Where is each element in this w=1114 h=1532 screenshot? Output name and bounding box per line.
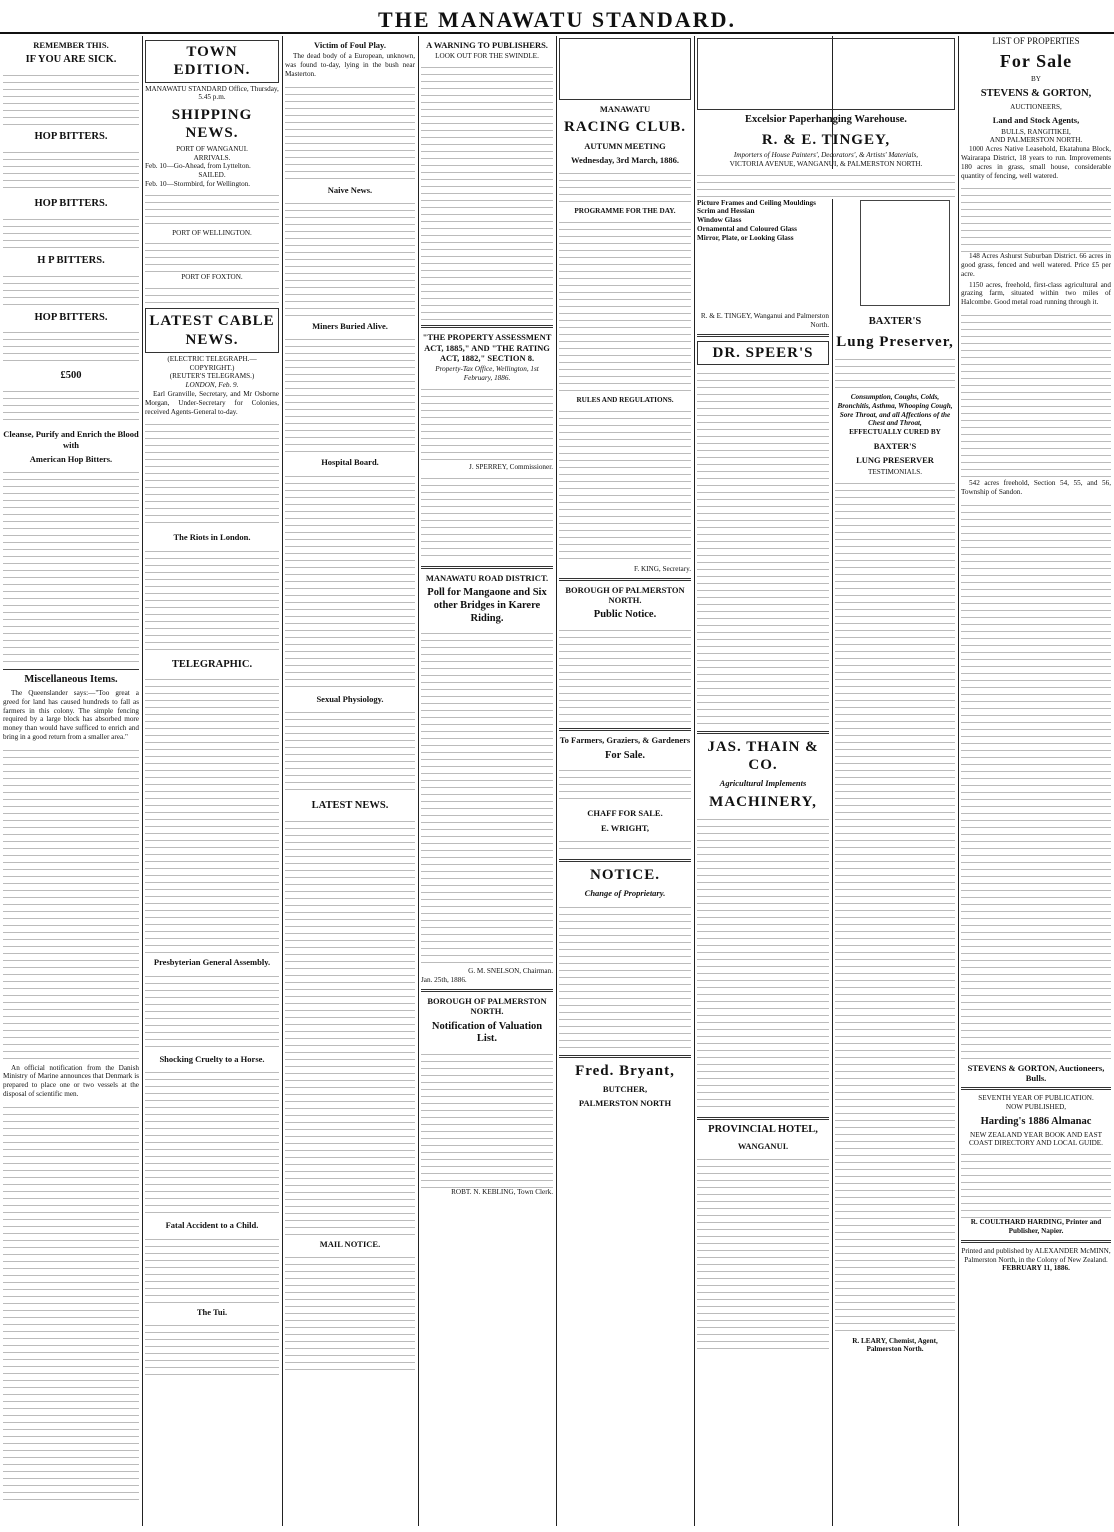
- article-body: [285, 815, 415, 1235]
- signature: G. M. SNELSON, Chairman.: [468, 967, 553, 976]
- column-5: [559, 36, 691, 1526]
- ad-heading: HOP BITTERS.: [34, 197, 108, 209]
- notice-date: Property-Tax Office, Wellington, 1st February, 1886.: [435, 365, 539, 382]
- ad-list: Consumption, Coughs, Colds, Bronchitis, Asthma, Whooping Cough, Sore Throat, and all Affections of the Chest and Throat,: [837, 393, 953, 428]
- signature: STEVENS & GORTON, Auctioneers, Bulls.: [967, 1062, 1105, 1083]
- ad-place: WANGANUI.: [737, 1140, 789, 1151]
- meeting-title: AUTUMN MEETING: [584, 140, 666, 151]
- office-line: MANAWATU STANDARD Office, Thursday, 5.45 p.m.: [145, 84, 279, 102]
- ad-trade: BUTCHER,: [602, 1084, 648, 1095]
- divider: [697, 334, 829, 337]
- article-body: [285, 1251, 415, 1371]
- ad-heading: NOW PUBLISHED,: [1005, 1103, 1067, 1112]
- ad-title: Harding's 1886 Almanac: [980, 1115, 1092, 1127]
- article-heading: Miners Buried Alive.: [312, 321, 388, 332]
- warehouse-emblem: [697, 38, 955, 110]
- arrivals-label: ARRIVALS.: [193, 153, 231, 162]
- article-paragraph: An official notification from the Danish Ministry of Marine announces that Denmark is prepared to place one or two vessels at the disposal of scientific men.: [3, 1063, 139, 1099]
- article-body: [145, 237, 279, 273]
- ad-tagline: Cleanse, Purify and Enrich the Blood with: [3, 429, 139, 450]
- arrival-item: Feb. 10—Go-Ahead, from Lyttelton.: [145, 162, 251, 171]
- ad-item: Picture Frames and Ceiling Mouldings: [697, 198, 816, 207]
- notice-heading: "THE PROPERTY ASSESSMENT ACT, 1885," AND "THE RATING ACT, 1882," SECTION 8.: [422, 332, 552, 363]
- property-listing: 1150 acres, freehold, first-class agricultural and grazing farm, situated within two miles of Halcombe. Good metal road running through it.: [961, 280, 1111, 307]
- ad-name: JAS. THAIN & CO.: [707, 738, 819, 774]
- ad-body: [835, 353, 955, 393]
- ad-body: [697, 1153, 829, 1353]
- column-1: [3, 36, 139, 1526]
- article-body: [145, 673, 279, 953]
- notice-heading: BOROUGH OF PALMERSTON NORTH.: [427, 995, 547, 1017]
- ad-name: BAXTER'S: [868, 316, 922, 327]
- notice-body: [559, 624, 691, 724]
- sailed-label: SAILED.: [198, 171, 226, 180]
- imprint: Printed and published by ALEXANDER McMINN, Palmerston North, in the Colony of New Zealand.: [961, 1246, 1111, 1264]
- article-body: [285, 197, 415, 317]
- rules-heading: RULES AND REGULATIONS.: [576, 396, 674, 405]
- ad-body: [961, 1148, 1111, 1218]
- article-paragraph: The Queenslander says:—"Too great a greed for land has caused hundreds to fall as farmers in this colony. The simple fencing required by a large block has absorbed more money than would have sufficed to enrich and bring in a good return from a smaller area.": [3, 689, 139, 741]
- ad-name: BAXTER'S: [873, 441, 917, 451]
- article-heading: Fatal Accident to a Child.: [165, 1220, 259, 1231]
- notice-date: Jan. 25th, 1886.: [421, 976, 467, 985]
- ad-trade: Land and Stock Agents,: [992, 115, 1080, 126]
- divider: [559, 728, 691, 731]
- article-heading: TELEGRAPHIC.: [171, 658, 253, 670]
- column-3: [285, 36, 415, 1526]
- club-name: MANAWATU: [599, 104, 651, 114]
- ad-body: [559, 764, 691, 804]
- ad-name: PROVINCIAL HOTEL,: [708, 1124, 818, 1136]
- ad-name: E. WRIGHT,: [600, 822, 650, 833]
- column-2: [145, 36, 279, 1526]
- reuter-label: (REUTER'S TELEGRAMS.): [169, 372, 255, 381]
- ad-tagline: American Hop Bitters.: [29, 453, 113, 464]
- ad-tagline: EFFECTUALLY CURED BY: [849, 428, 941, 437]
- article-body: [421, 61, 553, 321]
- ad-body: [697, 169, 955, 199]
- sailed-item: Feb. 10—Stormbird, for Wellington.: [145, 179, 251, 188]
- ad-name: R. & E. TINGEY,: [761, 131, 891, 148]
- notice-body: [421, 383, 553, 463]
- notice-title: Poll for Mangaone and Six other Bridges in Karere Riding.: [427, 586, 547, 624]
- article-heading: Naive News.: [327, 184, 373, 195]
- divider: [421, 325, 553, 328]
- publisher: R. COULTHARD HARDING, Printer and Publisher, Napier.: [970, 1218, 1102, 1235]
- ad-place: AND PALMERSTON NORTH.: [989, 136, 1083, 145]
- property-listing: 148 Acres Ashurst Suburban District. 66 acres in good grass, fenced and well watered. Price £5 per acre.: [961, 252, 1111, 278]
- notice-heading: MANAWATU ROAD DISTRICT.: [425, 572, 549, 583]
- article-heading: Sexual Physiology.: [316, 693, 384, 704]
- article-body: [145, 545, 279, 655]
- programme-body: [559, 216, 691, 396]
- meeting-date: Wednesday, 3rd March, 1886.: [571, 155, 679, 166]
- column-4: [421, 36, 553, 1526]
- ad-heading: LIST OF PROPERTIES: [992, 36, 1080, 46]
- property-listing: 1000 Acres Native Leasehold, Ekatahuna Block, Wairarapa District, 18 years to run. Improvements 180 acres in grass, small house, considerable quantity of fencing, well watered.: [961, 145, 1111, 180]
- town-edition-title: TOWN EDITION.: [145, 40, 279, 83]
- ad-heading: H P BITTERS.: [37, 254, 105, 266]
- column-rule: [142, 36, 143, 1526]
- divider: [559, 1055, 691, 1058]
- article-body: [145, 189, 279, 229]
- programme-heading: PROGRAMME FOR THE DAY.: [574, 207, 676, 216]
- divider: [559, 578, 691, 581]
- column-rule: [418, 36, 419, 1526]
- ad-body: [697, 813, 829, 1113]
- ad-heading: SEVENTH YEAR OF PUBLICATION.: [978, 1094, 1094, 1103]
- ad-body: [3, 326, 139, 366]
- column-rule: [556, 36, 557, 1526]
- article-body: [145, 1066, 279, 1216]
- signature: ROBT. N. KEBLING, Town Clerk.: [451, 1188, 553, 1197]
- signature: R. LEARY, Chemist, Agent, Palmerston North.: [852, 1336, 938, 1354]
- racing-club-emblem: [559, 38, 691, 100]
- column-6: [697, 312, 829, 1526]
- signature: J. SPERREY, Commissioner.: [469, 462, 553, 471]
- notice-body: [559, 901, 691, 1051]
- ad-place: BULLS, RANGITIKEI,: [1001, 127, 1071, 136]
- ad-body: [3, 213, 139, 251]
- article-heading: The Tui.: [196, 1306, 228, 1317]
- article-body: [145, 970, 279, 1050]
- subheading: LOOK OUT FOR THE SWINDLE.: [435, 52, 539, 61]
- port-name: PORT OF WELLINGTON.: [172, 228, 252, 237]
- listing-body: [961, 309, 1111, 479]
- article-body: [3, 744, 139, 1064]
- rules-body: [559, 405, 691, 565]
- reward: £500: [60, 370, 82, 382]
- article-body: [285, 333, 415, 453]
- testimonials-body: [835, 477, 955, 1337]
- notice-heading: BOROUGH OF PALMERSTON NORTH.: [565, 584, 685, 606]
- article-body: [145, 1233, 279, 1303]
- tingey-side-box: [860, 200, 950, 306]
- column-8: [961, 36, 1111, 1526]
- notice-body: [421, 472, 553, 562]
- ad-body: [3, 466, 139, 666]
- ad-heading: To Farmers, Graziers, & Gardeners: [559, 735, 691, 746]
- ad-heading: MACHINERY,: [709, 793, 817, 810]
- divider: [961, 1240, 1111, 1243]
- ad-body: [3, 385, 139, 425]
- column-7: [835, 312, 955, 1526]
- telegraph-label: (ELECTRIC TELEGRAPH.—COPYRIGHT.): [167, 354, 257, 372]
- article-heading: Hospital Board.: [321, 457, 379, 468]
- article-heading: The Riots in London.: [173, 532, 251, 543]
- port-name: PORT OF FOXTON.: [181, 273, 243, 282]
- masthead: [0, 0, 1114, 34]
- ad-heading: For Sale.: [604, 749, 646, 761]
- cable-news-title: LATEST CABLE NEWS.: [145, 308, 279, 353]
- section-heading: Miscellaneous Items.: [24, 674, 118, 686]
- article-body: [145, 282, 279, 304]
- testimonials-heading: TESTIMONIALS.: [867, 467, 923, 476]
- shipping-title: SHIPPING NEWS.: [171, 107, 253, 142]
- divider: [961, 1087, 1111, 1090]
- divider: [697, 731, 829, 734]
- ad-heading: REMEMBER THIS.: [33, 40, 109, 50]
- ad-item: Scrim and Hessian: [697, 207, 755, 216]
- article-heading: Shocking Cruelty to a Horse.: [159, 1053, 265, 1064]
- ad-subtitle: NEW ZEALAND YEAR BOOK AND EAST COAST DIRECTORY AND LOCAL GUIDE.: [969, 1130, 1103, 1148]
- article-heading: A WARNING TO PUBLISHERS.: [426, 40, 548, 50]
- ad-heading: LUNG PRESERVER: [856, 455, 934, 466]
- ad-item: Ornamental and Coloured Glass: [697, 225, 797, 233]
- article-body: [145, 418, 279, 528]
- notice-title: NOTICE.: [590, 867, 660, 884]
- ad-item: Window Glass: [697, 216, 742, 225]
- ad-heading: Excelsior Paperhanging Warehouse.: [745, 114, 907, 125]
- ad-trade: AUCTIONEERS,: [1010, 102, 1062, 111]
- ad-heading: IF YOU ARE SICK.: [25, 54, 117, 66]
- ad-name: DR. SPEER'S: [697, 341, 829, 365]
- notice-body: [421, 627, 553, 967]
- article-body: [285, 81, 415, 181]
- divider: [3, 669, 139, 670]
- signature: F. KING, Secretary.: [633, 564, 691, 573]
- property-listing: 542 acres freehold, Section 54, 55, and 56, Township of Sandon.: [961, 479, 1111, 496]
- dateline: LONDON, Feb. 9.: [185, 381, 239, 390]
- imprint-date: FEBRUARY 11, 1886.: [1002, 1264, 1070, 1273]
- ad-name: Fred. Bryant,: [575, 1062, 675, 1079]
- ad-body: [3, 270, 139, 308]
- divider: [559, 859, 691, 862]
- newspaper-title: THE MANAWATU STANDARD.: [378, 7, 736, 32]
- notice-title: Notification of Valuation List.: [431, 1020, 543, 1045]
- article-body: [3, 1101, 139, 1501]
- article-body: [285, 706, 415, 796]
- ad-body: [3, 146, 139, 194]
- article-heading: LATEST NEWS.: [311, 800, 389, 812]
- port-name: PORT OF WANGANUI.: [176, 144, 248, 153]
- divider: [697, 1117, 829, 1120]
- column-rule: [282, 36, 283, 1526]
- ad-heading: HOP BITTERS.: [34, 131, 108, 143]
- notice-body: [421, 1048, 553, 1188]
- ad-heading: CHAFF FOR SALE.: [587, 808, 663, 819]
- ad-body: [697, 367, 829, 727]
- ad-subtitle: Agricultural Implements: [719, 778, 807, 789]
- divider: [421, 989, 553, 992]
- ad-name: STEVENS & GORTON,: [980, 87, 1092, 99]
- article-body: [145, 1319, 279, 1379]
- club-title: RACING CLUB.: [563, 119, 686, 136]
- ad-title: For Sale: [999, 50, 1073, 71]
- ad-address: VICTORIA AVENUE, WANGANUI, & PALMERSTON NORTH.: [729, 159, 923, 168]
- ad-heading: HOP BITTERS.: [34, 311, 108, 323]
- listing-body: [961, 499, 1111, 1059]
- article-paragraph: Earl Granville, Secretary, and Mr Osborne Morgan, Under-Secretary for Colonies, received Agents-General to-day.: [145, 389, 279, 416]
- ad-place: PALMERSTON NORTH: [578, 1098, 672, 1109]
- notice-title: Public Notice.: [593, 609, 657, 621]
- article-heading: MAIL NOTICE.: [319, 1238, 381, 1249]
- notice-subtitle: Change of Proprietary.: [584, 888, 666, 899]
- article-heading: Presbyterian General Assembly.: [153, 957, 271, 968]
- divider: [421, 566, 553, 569]
- ad-item: Mirror, Plate, or Looking Glass: [697, 233, 794, 242]
- ad-body: [559, 835, 691, 855]
- ad-body: [3, 69, 139, 127]
- article-heading: Victim of Foul Play.: [314, 40, 386, 50]
- ad-subtitle: Importers of House Painters', Decorators', & Artists' Materials,: [733, 151, 919, 160]
- listing-body: [961, 182, 1111, 252]
- column-rule: [694, 36, 695, 1526]
- ad-by: BY: [1031, 74, 1041, 83]
- signature: R. & E. TINGEY, Wanganui and Palmerston North.: [700, 312, 829, 329]
- article-paragraph: The dead body of a European, unknown, was found to-day, lying in the bush near Masterton.: [285, 52, 415, 78]
- article-body: [285, 470, 415, 690]
- notice-body: [559, 167, 691, 207]
- column-rule: [958, 36, 959, 1526]
- ad-heading: Lung Preserver,: [836, 333, 954, 350]
